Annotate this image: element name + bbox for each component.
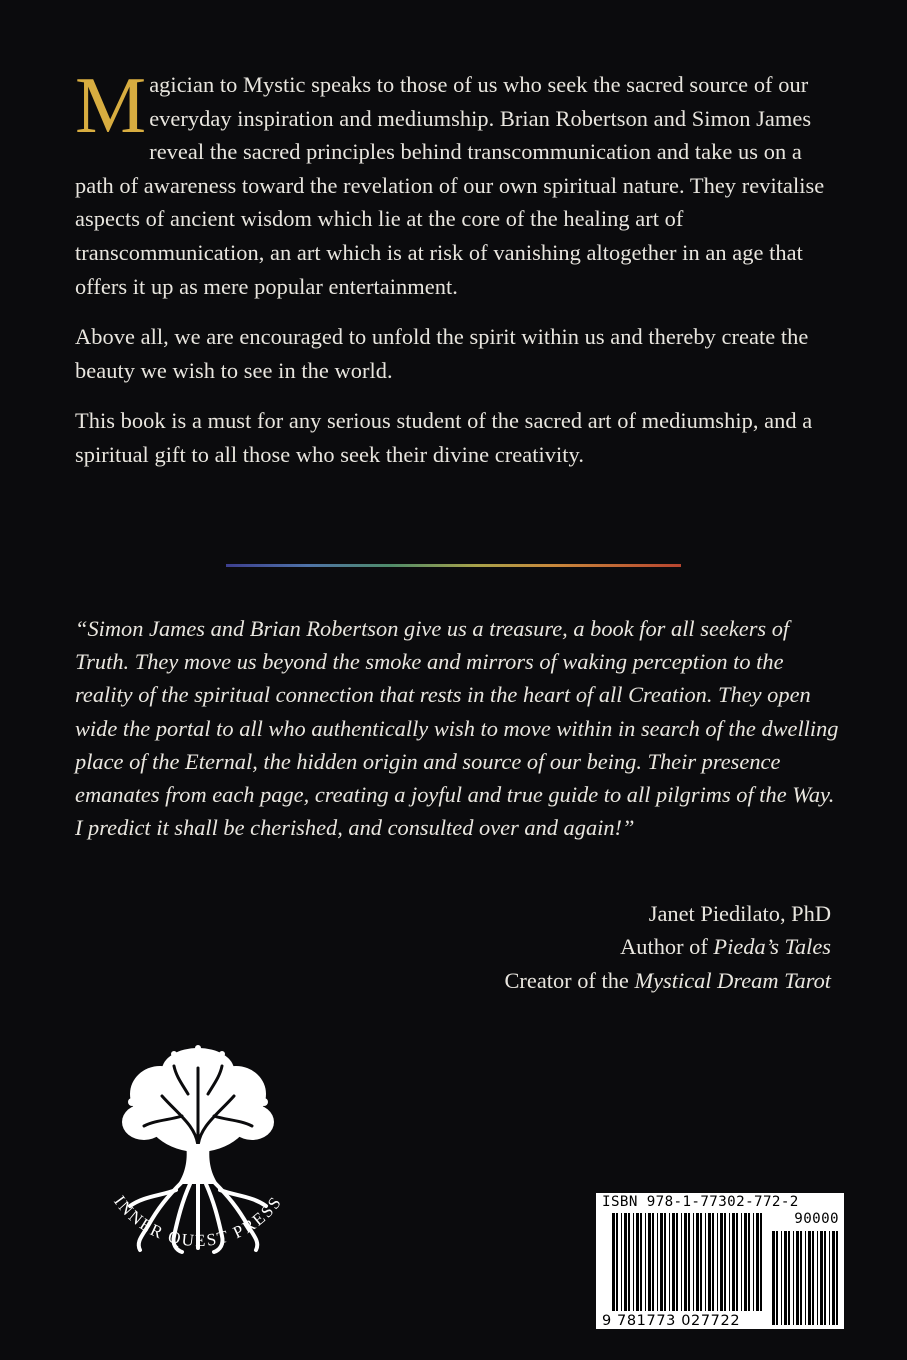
- barcode-bar: [705, 1213, 706, 1311]
- barcode-bar: [621, 1213, 622, 1311]
- barcode-bar: [781, 1231, 782, 1325]
- barcode-bar: [645, 1213, 646, 1311]
- rainbow-divider: [226, 564, 681, 567]
- barcode-bar: [756, 1213, 759, 1311]
- book-title-mystical-dream-tarot: Mystical Dream Tarot: [634, 967, 831, 993]
- publisher-logo: [78, 1036, 318, 1276]
- barcode-bar: [708, 1213, 711, 1311]
- endorsement-attribution: [505, 897, 832, 997]
- barcode-bar: [800, 1231, 802, 1325]
- barcode-bar: [805, 1231, 806, 1325]
- barcode-bars: [596, 1193, 844, 1329]
- drop-cap: M: [75, 62, 147, 150]
- barcode-bar: [829, 1231, 830, 1325]
- barcode-bar: [648, 1213, 651, 1311]
- barcode-bar: [808, 1231, 811, 1325]
- barcode-bar: [729, 1213, 730, 1311]
- barcode-bar: [717, 1213, 718, 1311]
- barcode-bar: [720, 1213, 723, 1311]
- barcode-bar: [788, 1231, 790, 1325]
- barcode-bar: [652, 1213, 654, 1311]
- barcode-bar: [681, 1213, 682, 1311]
- barcode-bar: [672, 1213, 675, 1311]
- barcode-bar: [657, 1213, 658, 1311]
- barcode-bar: [812, 1231, 814, 1325]
- barcode-bar: [832, 1231, 835, 1325]
- barcode-bar: [820, 1231, 823, 1325]
- barcode-bar: [732, 1213, 735, 1311]
- tree-of-life-icon: [78, 1036, 318, 1276]
- endorsement-quote: “Simon James and Brian Robertson give us a treasure, a book for all seekers of Truth. They move us beyond the smoke and mirrors of waking perception to the reality of the spiritual connection that rests in the heart of all Creation. They open wide the portal to all who authentically wish to move within in search of the dwelling place of the Eternal, the hidden origin and source of our being. Their presence emanates from each page, creating a joyful and true guide to all pilgrims of the Way. I predict it shall be cherished, and consulted over and again!”: [75, 616, 839, 841]
- endorser-credit-1: Author of Pieda’s Tales: [620, 934, 831, 960]
- blurb-paragraph-1-text: agician to Mystic speaks to those of us who seek the sacred source of our everyday inspiration and mediumship. Brian Robertson and Simon James reveal the sacred principles behind transcommunication and take us on a path of awareness toward the revelation of our own spiritual nature. They revitalise aspects of ancient wisdom which lie at the core of the healing art of transcommunication, an art which is at risk of vanishing altogether in an age that offers it up as mere popular entertainment.: [75, 72, 825, 299]
- barcode-bar: [760, 1213, 762, 1311]
- barcode-digits: 9 781773 027722: [602, 1313, 741, 1329]
- barcode-bar: [776, 1231, 778, 1325]
- barcode-bar: [724, 1213, 726, 1311]
- price-code: 90000: [794, 1211, 839, 1227]
- barcode-bar: [684, 1213, 687, 1311]
- blurb-paragraph-1: [75, 62, 835, 303]
- barcode-bar: [696, 1213, 699, 1311]
- blurb-paragraph-2: Above all, we are encouraged to unfold the spirit within us and thereby create the beauty we wish to see in the world.: [75, 324, 809, 383]
- barcode-bar: [676, 1213, 678, 1311]
- blurb-paragraph-3: This book is a must for any serious student of the sacred art of mediumship, and a spiritual gift to all those who seek their divine creativity.: [75, 408, 813, 467]
- barcode-bar: [636, 1213, 639, 1311]
- barcode-bar: [741, 1213, 742, 1311]
- book-title-piedas-tales: Pieda’s Tales: [713, 934, 831, 960]
- barcode-bar: [616, 1213, 618, 1311]
- barcode-bar: [772, 1231, 775, 1325]
- barcode-bar: [664, 1213, 666, 1311]
- barcode-bar: [669, 1213, 670, 1311]
- back-cover-blurb: [75, 62, 835, 489]
- barcode-bar: [700, 1213, 702, 1311]
- barcode-bar: [693, 1213, 694, 1311]
- barcode-bar: [753, 1213, 754, 1311]
- barcode-bar: [612, 1213, 615, 1311]
- barcode-bar: [624, 1213, 627, 1311]
- barcode-bar: [817, 1231, 818, 1325]
- barcode-bar: [688, 1213, 690, 1311]
- barcode-bar: [836, 1231, 838, 1325]
- barcode-bar: [824, 1231, 826, 1325]
- barcode-bar: [736, 1213, 738, 1311]
- isbn-label: ISBN 978-1-77302-772-2: [602, 1194, 799, 1210]
- barcode-bar: [796, 1231, 799, 1325]
- barcode-bar: [640, 1213, 642, 1311]
- barcode-bar: [628, 1213, 630, 1311]
- barcode-bar: [633, 1213, 634, 1311]
- barcode-bar: [660, 1213, 663, 1311]
- isbn-barcode: [596, 1193, 844, 1329]
- endorser-credit-2: Creator of the Mystical Dream Tarot: [504, 967, 831, 993]
- barcode-bar: [712, 1213, 714, 1311]
- barcode-bar: [793, 1231, 794, 1325]
- publisher-name: INNER QUEST PRESS: [110, 1192, 286, 1251]
- barcode-bar: [748, 1213, 750, 1311]
- endorser-name: Janet Piedilato, PhD: [648, 901, 831, 926]
- barcode-bar: [744, 1213, 747, 1311]
- barcode-bar: [784, 1231, 787, 1325]
